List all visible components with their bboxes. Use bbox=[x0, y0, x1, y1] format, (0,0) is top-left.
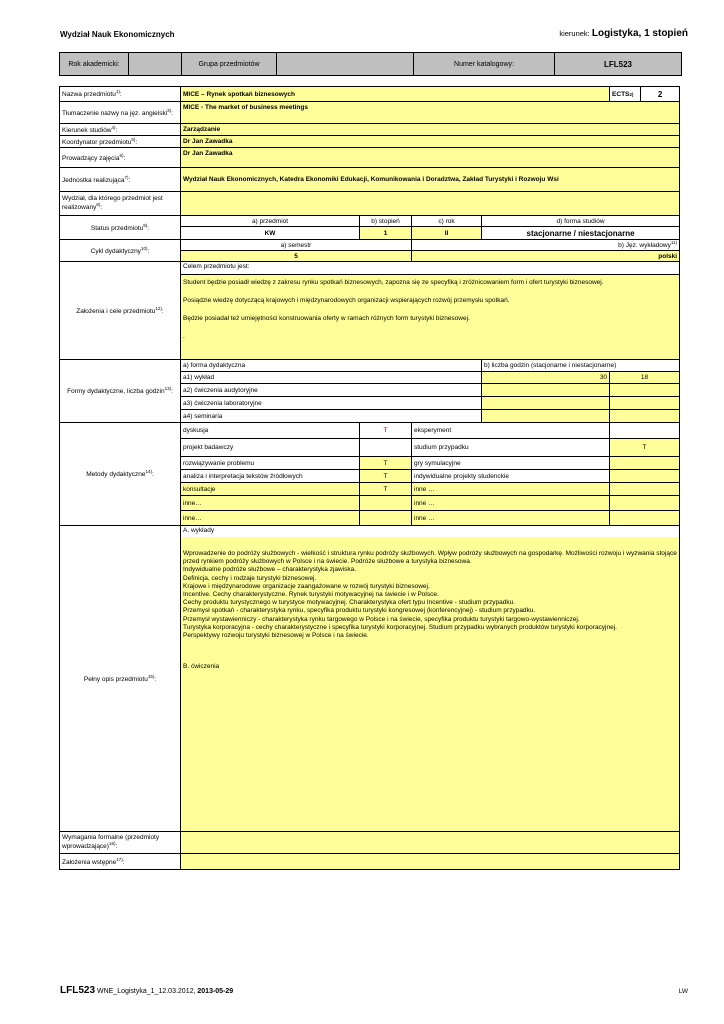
opis-line: Krajowe i międzynarodowe organizacje zaangażowane w rozwój turystyki biznesowej. bbox=[183, 582, 430, 590]
metoda-inne-1: inne … bbox=[412, 483, 610, 496]
koordynator-label: Koordynator przedmiotu$^{5)}$: bbox=[60, 136, 181, 148]
zalozenia-p2: Posiądzie wiedzę dotyczącą krajowych i międzynarodowych organizacji wspierających rozwój przemysłu spotkań. bbox=[183, 297, 510, 304]
numer-katalogowy-value: LFL523 bbox=[603, 59, 632, 69]
cykl-label: Cykl dydaktyczny$^{10)}$: bbox=[60, 240, 181, 262]
opis-line: Incentive. Cechy charakterystyczne. Rynek turystyki motywacyjnej na świecie i w Polsce. bbox=[183, 591, 439, 599]
metoda-inne-3-mark bbox=[610, 496, 680, 511]
formy-a2-stac bbox=[482, 384, 610, 397]
status-a: KW bbox=[181, 227, 360, 240]
opis-line: Cechy produktu turystycznego w turystyce motywacyjnej. Charakterystyka ofert typu Incentive - studium przypadku. bbox=[183, 599, 515, 607]
formy-a2: a2) ćwiczenia audytoryjne bbox=[181, 384, 482, 397]
kierunek-studiow-value: Zarządzanie bbox=[181, 124, 680, 136]
numer-katalogowy-label: Numer katalogowy: bbox=[414, 53, 555, 75]
opis-cwiczenia-heading: B. ćwiczenia bbox=[183, 663, 220, 671]
formy-a4-niestac bbox=[610, 410, 680, 423]
status-h-b: b) stopień bbox=[360, 216, 412, 227]
cykl-a: 5 bbox=[181, 251, 412, 262]
formy-a3: a3) ćwiczenia laboratoryjne bbox=[181, 397, 482, 410]
rok-akademicki-label: Rok akademicki: bbox=[60, 53, 129, 75]
opis-line: Wprowadzenie do podróży służbowych - wielkość i struktura rynku podróży służbowych. Wpływ podróży służbowych na gospodarkę. Możliwości rozwoju i wyzwania stojące przed rynkiem podróży służbowych w Polsce i na świecie. Podróże służbowe a turystyka biznesowa. bbox=[183, 550, 677, 566]
row-status-header bbox=[60, 216, 680, 227]
row-koordynator bbox=[60, 136, 680, 148]
prowadzacy-value: Dr Jan Zawadka bbox=[181, 148, 680, 168]
formy-h-a: a) forma dydaktyczna bbox=[181, 360, 482, 372]
opis-line: Indywidualne podróże służbowe – charakterystyka zjawiska. bbox=[183, 566, 357, 574]
footer-date: 2013-05-29 bbox=[197, 988, 234, 995]
tlumaczenie-label: Tłumaczenie nazwy na jęz. angielski$^{3)}$: bbox=[60, 102, 181, 124]
metoda-konsultacje: konsultacje bbox=[181, 483, 360, 496]
row-metody-1 bbox=[60, 423, 680, 439]
row-jednostka bbox=[60, 168, 680, 192]
jednostka-label: Jednostka realizująca$^{7)}$: bbox=[60, 168, 181, 192]
metoda-analiza: analiza i interpretacja tekstów źródłowych bbox=[181, 470, 360, 483]
row-zalozenia bbox=[60, 262, 680, 360]
faculty-name: Wydział Nauk Ekonomicznych bbox=[60, 30, 175, 39]
metoda-eksperyment: eksperyment bbox=[412, 423, 610, 439]
formy-a1: a1) wykład bbox=[181, 372, 482, 384]
metoda-projekty-mark bbox=[610, 470, 680, 483]
kierunek-label: kierunek: bbox=[559, 29, 590, 38]
jednostka-value: Wydział Nauk Ekonomicznych, Katedra Ekonomiki Edukacji, Komunikowania i Doradztwa, Zakład Turystyki i Rozwoju Wsi bbox=[181, 168, 680, 192]
opis-line: Definicja, cechy i rodzaje turystyki biznesowej. bbox=[183, 574, 317, 582]
metoda-konsultacje-mark: T bbox=[360, 483, 412, 496]
metoda-inne-3: inne … bbox=[412, 496, 610, 511]
footer-right: LW bbox=[678, 988, 688, 995]
row-opis bbox=[60, 526, 680, 832]
grupa-label: Grupa przedmiotów bbox=[182, 53, 277, 75]
wymagania-value bbox=[181, 832, 680, 854]
formy-a1-niestac: 18 bbox=[610, 372, 680, 384]
metoda-dyskusja: dyskusja bbox=[181, 423, 360, 439]
wydzial-label: Wydział, dla którego przedmiot jest realizowany$^{8)}$: bbox=[60, 192, 181, 216]
top-bar bbox=[59, 52, 682, 76]
grupa-value bbox=[277, 53, 414, 75]
formy-a3-niestac bbox=[610, 397, 680, 410]
tlumaczenie-value: MICE - The market of business meetings bbox=[181, 102, 680, 124]
opis-line: Przemysł spotkań - charakterystyka rynku, specyfika produktu turystyki kongresowej (konferencyjnej) - studium przypadku. bbox=[183, 607, 536, 615]
formy-a1-stac: 30 bbox=[482, 372, 610, 384]
nazwa-value: MICE – Rynek spotkań biznesowych bbox=[181, 87, 610, 102]
ects-label: ECTS 2) bbox=[610, 87, 641, 101]
metoda-dyskusja-mark: T bbox=[360, 423, 412, 439]
metoda-inne-2-mark bbox=[360, 496, 412, 511]
metoda-studium: studium przypadku bbox=[412, 439, 610, 457]
zalozenia-value bbox=[181, 262, 680, 360]
metoda-projekt-mark bbox=[360, 439, 412, 457]
zalozenia-p3: Będzie posiadał też umiejętności konstruowania oferty w ramach różnych form turystyki biznesowej. bbox=[183, 315, 470, 322]
status-b: 1 bbox=[360, 227, 412, 240]
metoda-rozwiazywanie-mark: T bbox=[360, 457, 412, 470]
zalozenia-wstepne-label: Założenia wstępne$^{17)}$: bbox=[60, 854, 181, 870]
status-h-d: d) forma studiów bbox=[482, 216, 680, 227]
metoda-gry-mark bbox=[610, 457, 680, 470]
prowadzacy-label: Prowadzący zajęcia$^{6)}$: bbox=[60, 148, 181, 168]
metody-label: Metody dydaktyczne$^{14)}$: bbox=[60, 423, 181, 526]
course-table bbox=[59, 86, 680, 870]
opis-line: Perspektywy rozwoju turystyki biznesowej w Polsce i na świecie. bbox=[183, 632, 369, 640]
opis-line: Turystyka korporacyjna - cechy charakterystyczne i specyfika turystyki korporacyjnej. Studium przypadku wybranych produktów turystyki korporacyjnej. bbox=[183, 623, 617, 631]
rok-akademicki-value bbox=[129, 53, 182, 75]
nazwa-label: Nazwa przedmiotu$^{1)}$: bbox=[60, 87, 181, 102]
formy-a4-stac bbox=[482, 410, 610, 423]
wymagania-label: Wymagania formalne (przedmioty wprowadzające)$^{16)}$: bbox=[60, 832, 181, 854]
row-formy-header bbox=[60, 360, 680, 372]
metoda-inne-1-mark bbox=[610, 483, 680, 496]
metoda-inne-4: inne… bbox=[181, 511, 360, 526]
row-wymagania bbox=[60, 832, 680, 854]
ects-value: 2 bbox=[657, 89, 663, 99]
status-h-c: c) rok bbox=[412, 216, 482, 227]
row-prowadzacy bbox=[60, 148, 680, 168]
zalozenia-wstepne-value bbox=[181, 854, 680, 870]
footer-code: LFL523 bbox=[60, 985, 96, 996]
zalozenia-intro: Celem przedmiotu jest: bbox=[181, 262, 679, 275]
metoda-inne-2: inne… bbox=[181, 496, 360, 511]
row-wydzial bbox=[60, 192, 680, 216]
zalozenia-p4: . bbox=[183, 333, 185, 340]
zalozenia-p1: Student będzie posiadł wiedzę z zakresu rynku spotkań biznesowych, zapozna się ze specyfiką i zróżnicowaniem form i ofert turystyki biznesowej. bbox=[183, 279, 604, 286]
metoda-studium-mark: T bbox=[610, 439, 680, 457]
row-cykl-header bbox=[60, 240, 680, 251]
metoda-inne-4-mark bbox=[360, 511, 412, 526]
ects-cell bbox=[610, 87, 680, 102]
footer-left bbox=[60, 985, 233, 996]
cykl-b: polski bbox=[412, 251, 680, 262]
formy-label: Formy dydaktyczne, liczba godzin$^{13)}$: bbox=[60, 360, 181, 423]
formy-a3-stac bbox=[482, 397, 610, 410]
metoda-analiza-mark: T bbox=[360, 470, 412, 483]
row-kierunek bbox=[60, 124, 680, 136]
kierunek-value: Logistyka, 1 stopień bbox=[591, 28, 688, 39]
formy-h-b: b) liczba godzin (stacjonarne i niestacjonarne) bbox=[482, 360, 680, 372]
wydzial-value bbox=[181, 192, 680, 216]
metoda-projekt: projekt badawczy bbox=[181, 439, 360, 457]
status-d: stacjonarne / niestacjonarne bbox=[482, 227, 680, 240]
opis-wyklady-heading: A. wykłady bbox=[181, 526, 679, 537]
opis-value bbox=[181, 526, 680, 832]
status-h-a: a) przedmiot bbox=[181, 216, 360, 227]
cykl-h-a: a) semestr bbox=[181, 240, 412, 251]
status-c: II bbox=[412, 227, 482, 240]
cykl-h-b: b) Jęz. wykładowy$^{11)}$ bbox=[412, 240, 680, 251]
row-nazwa bbox=[60, 87, 680, 102]
footer-file: WNE_Logistyka_1_12.03.2012, bbox=[96, 988, 196, 995]
opis-label: Pełny opis przedmiotu$^{15)}$: bbox=[60, 526, 181, 832]
opis-lines bbox=[183, 550, 677, 640]
metoda-inne-5: inne … bbox=[412, 511, 610, 526]
metoda-eksperyment-mark bbox=[610, 423, 680, 439]
opis-line: Przemysł wystawienniczy - charakterystyka rynku targowego w Polsce i na świecie, specyfika produktu turystyki targowo-wystawienniczej. bbox=[183, 615, 580, 623]
metoda-gry: gry symulacyjne bbox=[412, 457, 610, 470]
row-tlumaczenie bbox=[60, 102, 680, 124]
formy-a4: a4) seminaria bbox=[181, 410, 482, 423]
formy-a2-niestac bbox=[610, 384, 680, 397]
metoda-rozwiazywanie: rozwiązywanie problemu bbox=[181, 457, 360, 470]
metoda-inne-5-mark bbox=[610, 511, 680, 526]
metoda-projekty: indywidualne projekty studenckie bbox=[412, 470, 610, 483]
kierunek bbox=[559, 28, 688, 39]
row-zalozenia-wstepne bbox=[60, 854, 680, 870]
zalozenia-label: Założenia i cele przedmiotu$^{12)}$: bbox=[60, 262, 181, 360]
kierunek-studiow-label: Kierunek studiów$^{4)}$: bbox=[60, 124, 181, 136]
opis-body bbox=[181, 537, 679, 831]
status-label: Status przedmiotu$^{9)}$: bbox=[60, 216, 181, 240]
koordynator-value: Dr Jan Zawadka bbox=[181, 136, 680, 148]
